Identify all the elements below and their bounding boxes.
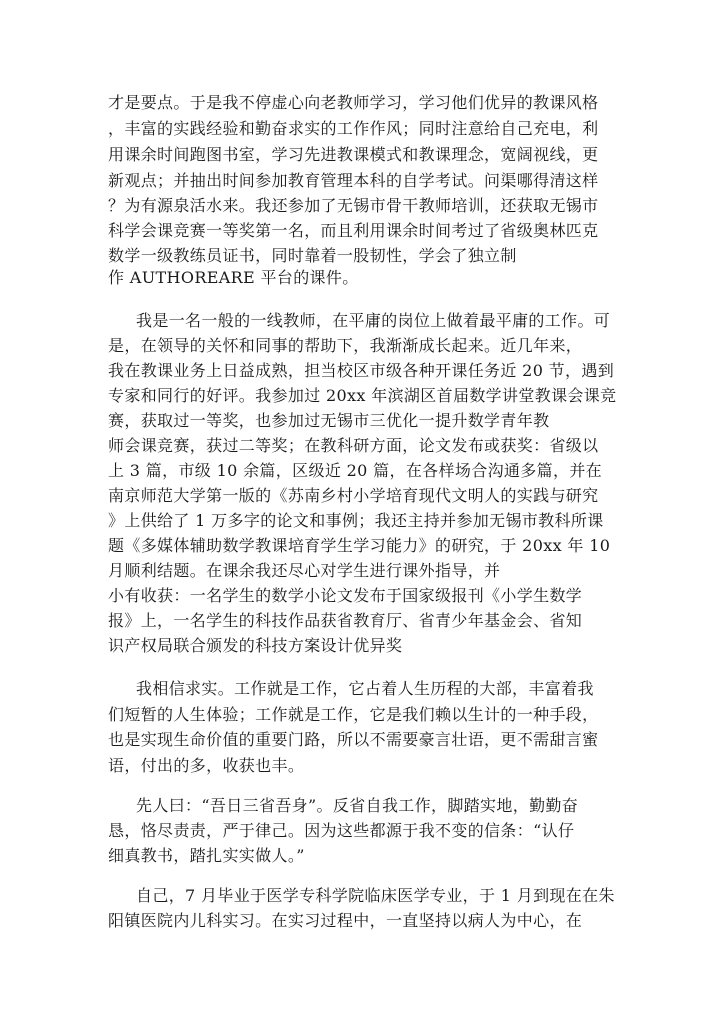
text-line: 数学一级教练员证书，同时靠着一股韧性，学会了独立制 [108,246,517,265]
text-line: 作 AUTHOREARE 平台的课件。 [108,268,359,287]
text-line: 识产权局联合颁发的科技方案设计优异奖 [108,636,403,655]
text-line: 》上供给了 1 万多字的论文和事例；我还主持并参加无锡市教科所课 [108,511,604,530]
text-line: 专家和同行的好评。我参加过 20xx 年滨湖区首届数学讲堂教课会课竞 [108,386,617,405]
text-line: 我在教课业务上日益成熟，担当校区市级各种开课任务近 20 节，遇到 [108,361,615,380]
text-line: 用课余时间跑图书室，学习先进教课模式和教课理念，宽阔视线，更 [108,145,599,164]
text-line: ，丰富的实践经验和勤奋求实的工作作风；同时注意给自己充电，利 [108,119,599,138]
text-line: 也是实现生命价值的重要门路，所以不需要豪言壮语，更不需甜言蜜 [108,730,599,749]
paragraph-first-line: 自己，7 月毕业于医学专科学院临床医学专业，于 1 月到现在在朱 [136,886,615,905]
paragraph-first-line: 我是一名一般的一线教师，在平庸的岗位上做着最平庸的工作。可 [136,311,611,330]
text-line: 新观点；并抽出时间参加教育管理本科的自学考试。问渠哪得清这样 [108,171,599,190]
text-line: 报》上，一名学生的科技作品获省教育厅、省青少年基金会、省知 [108,611,583,630]
text-line: 小有收获：一名学生的数学小论文发布于国家级报刊《小学生数学 [108,586,583,605]
text-line: 月顺利结题。在课余我还尽心对学生进行课外指导，并 [108,561,501,580]
text-line: 师会课竞赛，获过二等奖；在教科研方面，论文发布或获奖：省级以 [108,436,599,455]
text-line: 上 3 篇，市级 10 余篇，区级近 20 篇，在各样场合沟通多篇，并在 [108,461,603,480]
text-line: 阳镇医院内儿科实习。在实习过程中，一直坚持以病人为中心，在 [108,911,583,930]
text-line: 才是要点。于是我不停虚心向老教师学习，学习他们优异的教课风格 [108,93,599,112]
text-line: 是，在领导的关怀和同事的帮助下，我渐渐成长起来。近几年来， [108,336,583,355]
text-line: 细真教书，踏扎实实做人。” [108,846,305,865]
text-line: 们短暂的人生体验；工作就是工作，它是我们赖以生计的一种手段， [108,705,599,724]
text-line: 南京师范大学第一版的《苏南乡村小学培育现代文明人的实践与研究 [108,486,599,505]
text-line: 语，付出的多，收获也丰。 [108,756,305,775]
paragraph-first-line: 先人曰：“吾日三省吾身”。反省自我工作，脚踏实地，勤勤奋 [136,796,579,815]
text-line: 恳，恪尽责责，严于律己。因为这些都源于我不变的信条：“认仔 [108,821,575,840]
text-line: 赛，获取过一等奖，也参加过无锡市三优化一提升数学青年教 [108,411,550,430]
text-line: 科学会课竞赛一等奖第一名，而且利用课余时间考过了省级奥林匹克 [108,221,599,240]
text-line: ？为有源泉活水来。我还参加了无锡市骨干教师培训，还获取无锡市 [108,196,599,215]
text-line: 题《多媒体辅助数学教课培育学生学习能力》的研究，于 20xx 年 10 [108,536,611,555]
paragraph-first-line: 我相信求实。工作就是工作，它占着人生历程的大部，丰富着我 [136,679,594,698]
